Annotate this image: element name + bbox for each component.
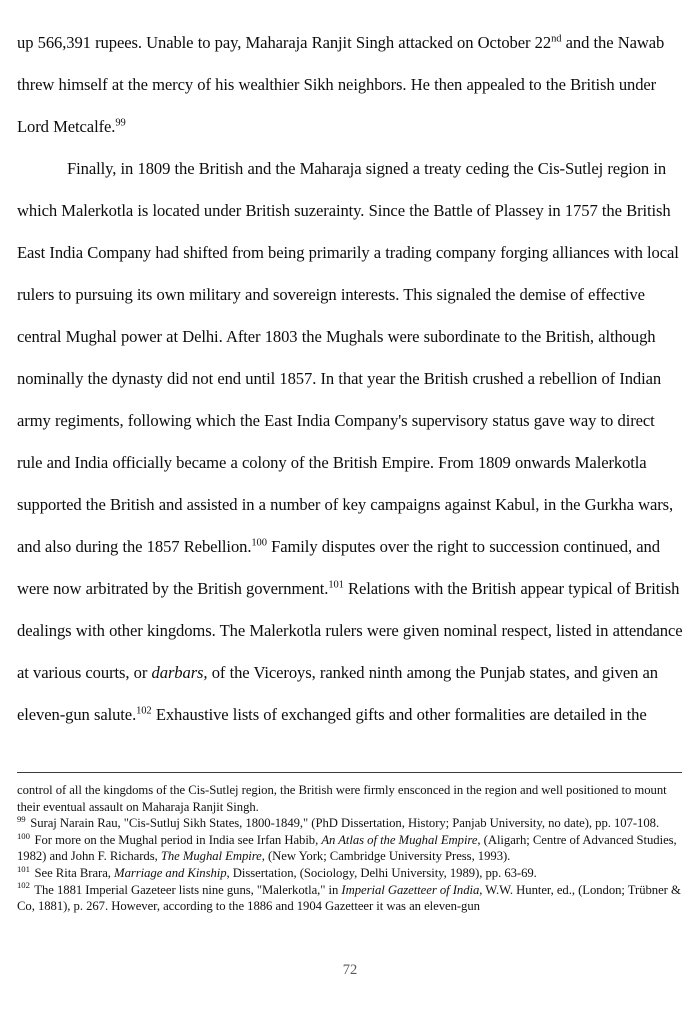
footnote-100-title-2: The Mughal Empire [160, 849, 262, 864]
footnote-ref-102: 102 [136, 705, 152, 717]
footnote-item-102 [17, 882, 685, 915]
italic-term-darbars: darbars, [151, 663, 208, 682]
paragraph-main [17, 148, 683, 736]
footnote-101-text-2: , Dissertation, (Sociology, Delhi University, 1989), pp. 63-69. [226, 865, 537, 880]
footnote-ref-101: 101 [328, 579, 344, 591]
paragraph-continued-text-after: and the Nawab threw himself at the mercy of his wealthier Sikh neighbors. He then appealed to the British under Lord Metcalfe. [17, 33, 665, 136]
footnote-ref-99: 99 [115, 117, 126, 129]
page-number: 72 [342, 962, 358, 978]
footnote-number-102: 102 [17, 880, 30, 891]
footnote-100-text-3: , (New York; Cambridge University Press, 1993). [261, 849, 511, 864]
paragraph-main-segment-2: Family disputes over the right to succession continued, and were now arbitrated by the British government. [17, 537, 660, 598]
footnote-102-text-1: The 1881 Imperial Gazeteer lists nine guns, "Malerkotla," in [31, 882, 342, 897]
footnote-102-title: Imperial Gazetteer of India [341, 882, 480, 897]
footnote-100-text-2: , (Aligarh; Centre of Advanced Studies, 1982) and John F. Richards, [17, 832, 677, 864]
footnote-number-99: 99 [17, 813, 26, 824]
paragraph-main-segment-3: Relations with the British appear typical of British dealings with other kingdoms. The Malerkotla rulers were given nominal respect, listed in attendance at various courts, or [17, 579, 683, 682]
footnote-100-text-1: For more on the Mughal period in India see Irfan Habib, [31, 832, 322, 847]
footnote-number-101: 101 [17, 863, 30, 874]
body-text-region [17, 22, 683, 736]
paragraph-main-segment-5: Exhaustive lists of exchanged gifts and other formalities are detailed in the [151, 705, 647, 724]
ordinal-superscript: nd [551, 33, 562, 45]
footnote-100-title-1: An Atlas of the Mughal Empire [321, 832, 478, 847]
footnote-99-text: Suraj Narain Rau, "Cis-Sutluj Sikh States, 1800-1849," (PhD Dissertation, History; Panjab University, no date), pp. 107-108. [27, 816, 660, 831]
footnote-continuation: control of all the kingdoms of the Cis-Sutlej region, the British were firmly ensconced in the region and well positioned to mount their eventual assault on Maharaja Ranjit Singh. [17, 783, 667, 814]
footnote-ref-100: 100 [251, 537, 267, 549]
footnote-item-101 [17, 865, 685, 882]
footnote-item-100 [17, 832, 685, 865]
paragraph-continued [17, 22, 683, 148]
footnote-101-title: Marriage and Kinship [114, 865, 227, 880]
footnote-item-99 [17, 815, 685, 832]
paragraph-main-segment-1: Finally, in 1809 the British and the Maharaja signed a treaty ceding the Cis-Sutlej region in which Malerkotla is located under British suzerainty. Since the Battle of Plassey in 1757 the British East India Company had shifted from being primarily a trading company forging alliances with local rulers to pursuing its own military and sovereign interests. This signaled the demise of effective central Mughal power at Delhi. After 1803 the Mughals were subordinate to the British, although nominally the dynasty did not end until 1857. In that year the British crushed a rebellion of Indian army regiments, following which the East India Company's supervisory status gave way to direct rule and India officially became a colony of the British Empire. From 1809 onwards Malerkotla supported the British and assisted in a number of key campaigns against Kabul, in the Gurkha wars, and also during the 1857 Rebellion. [17, 159, 679, 556]
footnotes-region [17, 782, 685, 915]
footnote-101-text-1: See Rita Brara, [31, 865, 115, 880]
paragraph-main-segment-4: of the Viceroys, ranked ninth among the Punjab states, and given an eleven-gun salute. [17, 663, 658, 724]
footnote-number-100: 100 [17, 830, 30, 841]
paragraph-continued-text-before: up 566,391 rupees. Unable to pay, Maharaja Ranjit Singh attacked on October 22 [17, 33, 552, 52]
footnote-separator-rule [17, 772, 682, 773]
footnote-102-text-2: , W.W. Hunter, ed., (London; Trübner & Co, 1881), p. 267. However, according to the 1886 and 1904 Gazetteer it was an eleven-gun [17, 882, 681, 914]
